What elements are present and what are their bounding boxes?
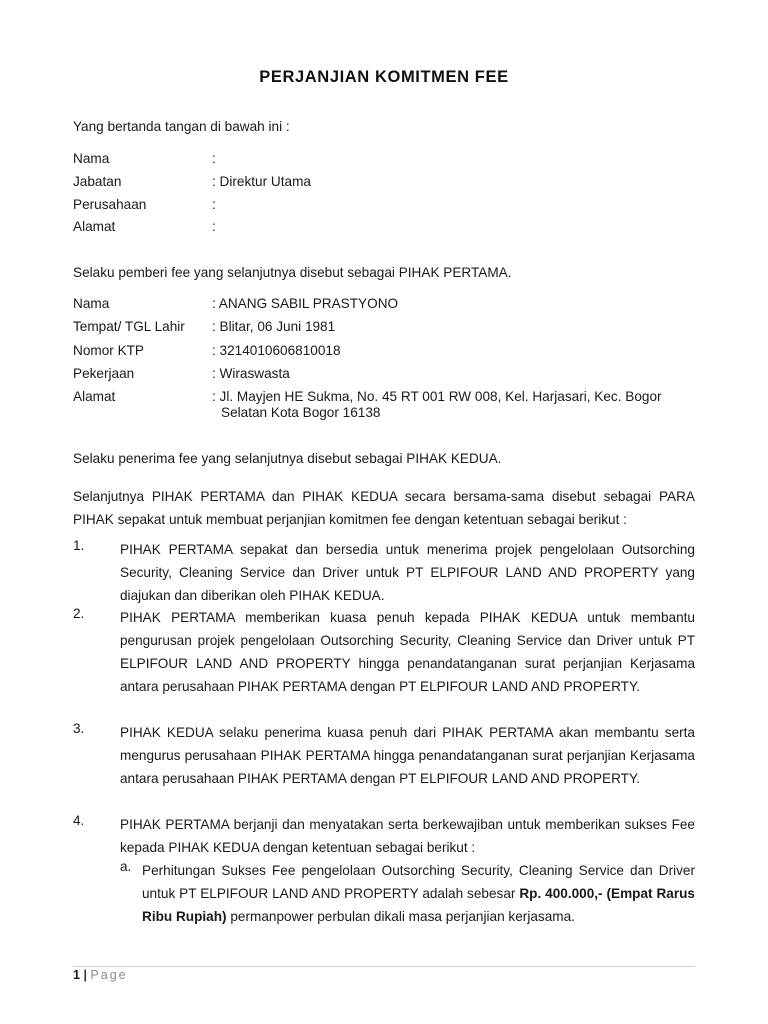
- field-label: Nomor KTP: [73, 343, 145, 358]
- field-label: Jabatan: [73, 174, 122, 189]
- page-footer: [73, 968, 128, 982]
- field-value: : Direktur Utama: [212, 174, 311, 189]
- party-one-statement: Selaku pemberi fee yang selanjutnya disebut sebagai PIHAK PERTAMA.: [73, 265, 512, 280]
- clause-number: 2.: [73, 606, 85, 621]
- clause-number: 4.: [73, 813, 85, 828]
- footer-divider: [73, 966, 695, 967]
- clause-text: PIHAK PERTAMA sepakat dan bersedia untuk menerima projek pengelolaan Outsorching Security, Cleaning Service dan Driver untuk PT ELPIFOUR LAND AND PROPERTY yang diajukan dan diberikan oleh PIHAK KEDUA.: [120, 542, 695, 603]
- field-value: :: [212, 197, 216, 212]
- page-label: Page: [90, 968, 128, 982]
- field-label: Perusahaan: [73, 197, 147, 212]
- clause-text: PIHAK PERTAMA memberikan kuasa penuh kepada PIHAK KEDUA untuk membantu pengurusan projek pengelolaan Outsorching Security, Cleaning Service dan Driver untuk PT ELPIFOUR LAND AND PROPERTY hingga penandatanganan surat perjanjian Kerjasama antara perusahaan PIHAK PERTAMA dengan PT ELPIFOUR LAND AND PROPERTY.: [120, 610, 695, 694]
- preamble-paragraph: Selanjutnya PIHAK PERTAMA dan PIHAK KEDUA secara bersama-sama disebut sebagai PARA PIHAK sepakat untuk membuat perjanjian komitmen fee dengan ketentuan sebagai berikut :: [73, 489, 695, 528]
- clause-text: PIHAK PERTAMA berjanji dan menyatakan serta berkewajiban untuk memberikan sukses Fee kepada PIHAK KEDUA dengan ketentuan sebagai berikut :: [120, 817, 695, 855]
- clause-number: 1.: [73, 538, 85, 553]
- intro-text: Yang bertanda tangan di bawah ini :: [73, 119, 290, 134]
- address-line-1: : Jl. Mayjen HE Sukma, No. 45 RT 001 RW 008, Kel. Harjasari, Kec. Bogor: [212, 389, 662, 404]
- footer-separator: |: [83, 968, 87, 982]
- subclause-text: [142, 859, 695, 928]
- address-line-2: Selatan Kota Bogor 16138: [221, 405, 381, 420]
- clause-text: PIHAK KEDUA selaku penerima kuasa penuh dari PIHAK PERTAMA akan membantu serta mengurus perusahaan PIHAK PERTAMA hingga penandatanganan surat perjanjian Kerjasama antara perusahaan PIHAK PERTAMA dengan PT ELPIFOUR LAND AND PROPERTY.: [120, 725, 695, 786]
- party-two-address: [212, 389, 712, 421]
- subclause-text-after: permanpower perbulan dikali masa perjanjian kerjasama.: [226, 909, 575, 924]
- field-value: : Wiraswasta: [212, 366, 290, 381]
- subclause-letter: a.: [120, 859, 132, 874]
- field-label: Alamat: [73, 219, 116, 234]
- field-label: Nama: [73, 296, 110, 311]
- field-value: : ANANG SABIL PRASTYONO: [212, 296, 399, 311]
- fee-amount: Rp. 400.000,- (Empat Rarus Ribu Rupiah): [142, 886, 695, 924]
- clause-number: 3.: [73, 721, 85, 736]
- subclause-text-before: Perhitungan Sukses Fee pengelolaan Outsorching Security, Cleaning Service dan Driver untuk PT ELPIFOUR LAND AND PROPERTY adalah sebesar: [142, 863, 695, 901]
- field-value: :: [212, 219, 216, 234]
- field-value: : 3214010606810018: [212, 343, 341, 358]
- field-label: Nama: [73, 151, 110, 166]
- document-title: PERJANJIAN KOMITMEN FEE: [259, 68, 509, 86]
- field-value: :: [212, 151, 216, 166]
- field-label: Alamat: [73, 389, 116, 404]
- field-label: Pekerjaan: [73, 366, 135, 381]
- party-two-statement: Selaku penerima fee yang selanjutnya disebut sebagai PIHAK KEDUA.: [73, 451, 502, 466]
- field-label: Tempat/ TGL Lahir: [73, 319, 185, 334]
- field-value: : Blitar, 06 Juni 1981: [212, 319, 336, 334]
- page-number: 1: [73, 968, 80, 982]
